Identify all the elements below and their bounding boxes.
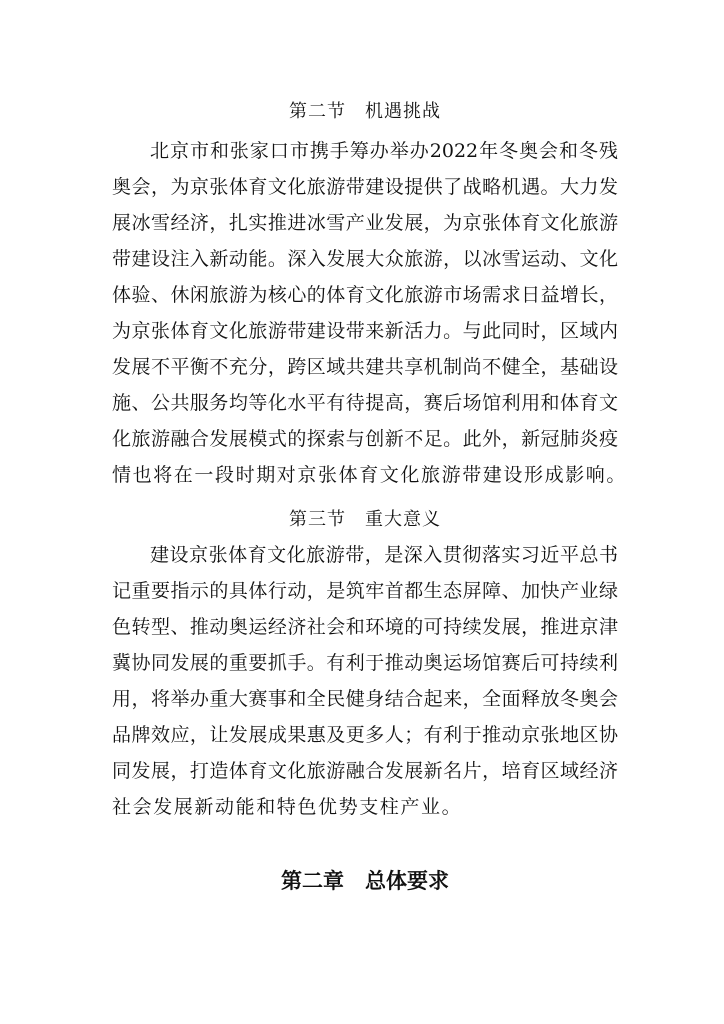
section-3-paragraph bbox=[112, 537, 618, 825]
paragraph-line: 记重要指示的具体行动，是筑牢首都生态屏障、加快产业绿 bbox=[112, 580, 618, 602]
paragraph-line: 展冰雪经济，扎实推进冰雪产业发展，为京张体育文化旅游 bbox=[112, 212, 618, 234]
paragraph-line: 社会发展新动能和特色优势支柱产业。 bbox=[112, 796, 463, 818]
paragraph-line: 用，将举办重大赛事和全民健身结合起来，全面释放冬奥会 bbox=[112, 688, 618, 710]
section-2-paragraph bbox=[112, 133, 628, 493]
paragraph-line: 色转型、推动奥运经济社会和环境的可持续发展，推进京津 bbox=[112, 616, 618, 638]
paragraph-line: 施、公共服务均等化水平有待提高，赛后场馆利用和体育文 bbox=[112, 392, 618, 414]
paragraph-line: 为京张体育文化旅游带建设带来新活力。与此同时，区域内 bbox=[112, 320, 618, 342]
paragraph-line: 发展不平衡不充分，跨区域共建共享机制尚不健全，基础设 bbox=[112, 356, 618, 378]
chapter-2-title: 第二章 总体要求 bbox=[281, 869, 449, 893]
paragraph-line: 带建设注入新动能。深入发展大众旅游，以冰雪运动、文化 bbox=[112, 248, 618, 270]
section-2-title: 第二节 机遇挑战 bbox=[289, 101, 441, 122]
paragraph-line: 建设京张体育文化旅游带，是深入贯彻落实习近平总书 bbox=[150, 544, 618, 566]
paragraph-line: 奥会，为京张体育文化旅游带建设提供了战略机遇。大力发 bbox=[112, 176, 618, 198]
paragraph-line: 冀协同发展的重要抓手。有利于推动奥运场馆赛后可持续利 bbox=[112, 652, 618, 674]
paragraph-line: 品牌效应，让发展成果惠及更多人；有利于推动京张地区协 bbox=[112, 724, 618, 746]
paragraph-line: 北京市和张家口市携手筹办举办2022年冬奥会和冬残 bbox=[150, 140, 618, 162]
paragraph-line: 同发展，打造体育文化旅游融合发展新名片，培育区域经济 bbox=[112, 760, 618, 782]
paragraph-line: 体验、休闲旅游为核心的体育文化旅游市场需求日益增长， bbox=[112, 284, 618, 306]
paragraph-line: 情也将在一段时期对京张体育文化旅游带建设形成影响。 bbox=[112, 464, 628, 486]
paragraph-line: 化旅游融合发展模式的探索与创新不足。此外，新冠肺炎疫 bbox=[112, 428, 618, 450]
section-3-title: 第三节 重大意义 bbox=[289, 509, 441, 530]
